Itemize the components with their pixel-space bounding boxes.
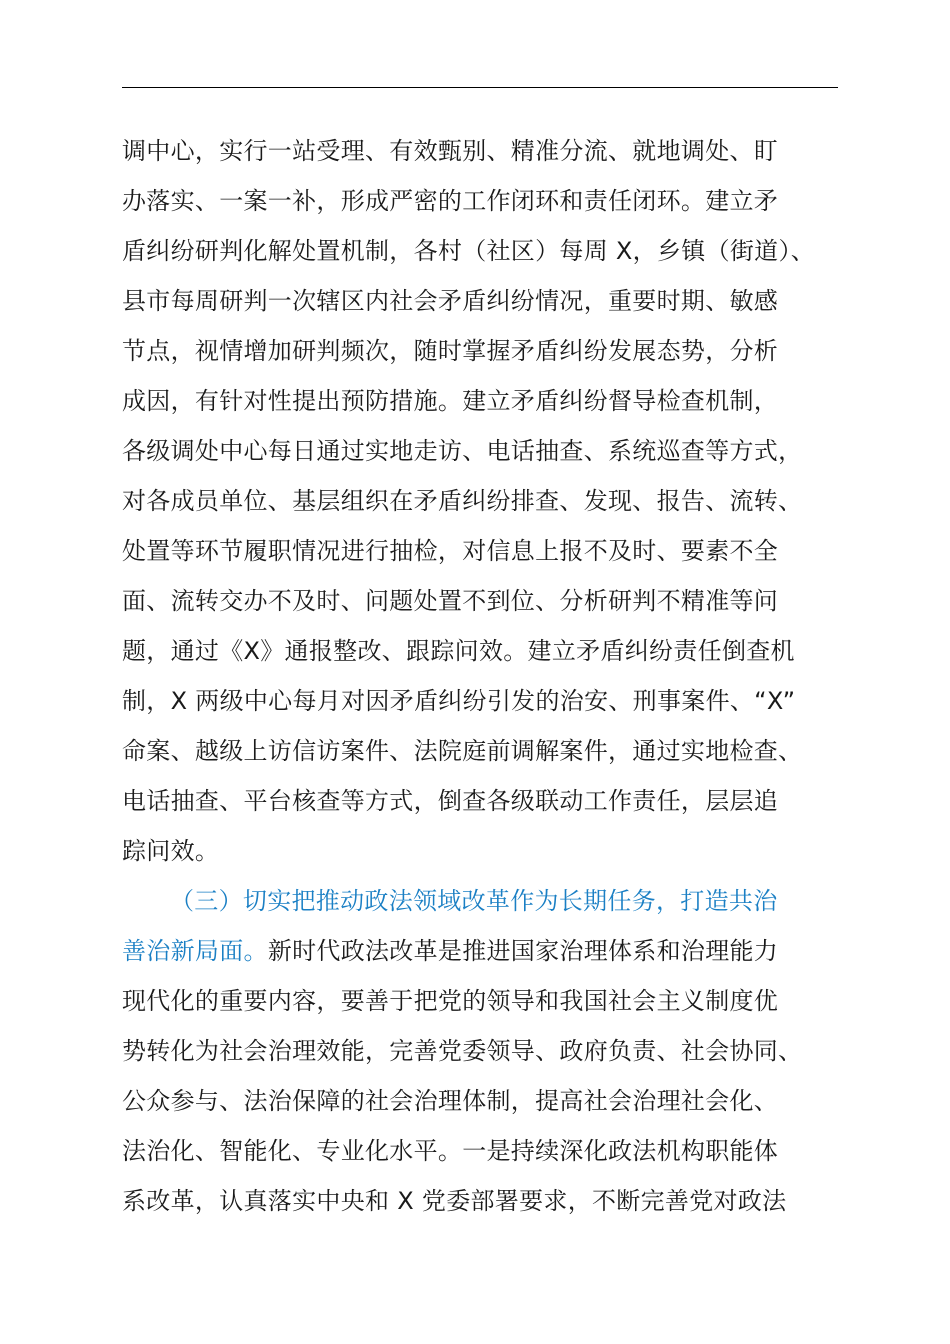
section-heading-continued: 善治新局面。 [122, 937, 268, 965]
text-line: 电话抽查、平台核查等方式，倒查各级联动工作责任，层层追 [122, 787, 779, 815]
text-line: 节点，视情增加研判频次，随时掌握矛盾纠纷发展态势，分析 [122, 337, 779, 365]
text-line: 各级调处中心每日通过实地走访、电话抽查、系统巡查等方式， [122, 437, 803, 465]
text-line [122, 926, 864, 976]
section-heading: （三）切实把推动政法领域改革作为长期任务，打造共治 [170, 887, 778, 915]
text-line: 现代化的重要内容，要善于把党的领导和我国社会主义制度优 [122, 987, 779, 1015]
text-line: 面、流转交办不及时、问题处置不到位、分析研判不精准等问 [122, 587, 779, 615]
text-line: 盾纠纷研判化解处置机制，各村（社区）每周 X，乡镇（街道）、 [122, 237, 816, 265]
text-line: 对各成员单位、基层组织在矛盾纠纷排查、发现、报告、流转、 [122, 487, 803, 515]
text-line: 命案、越级上访信访案件、法院庭前调解案件，通过实地检查、 [122, 737, 803, 765]
text-line: 县市每周研判一次辖区内社会矛盾纠纷情况，重要时期、敏感 [122, 287, 779, 315]
text-line: 法治化、智能化、专业化水平。一是持续深化政法机构职能体 [122, 1137, 779, 1165]
text-line: 成因，有针对性提出预防措施。建立矛盾纠纷督导检查机制， [122, 387, 779, 415]
text-line: 系改革，认真落实中央和 X 党委部署要求，不断完善党对政法 [122, 1187, 787, 1215]
text-line: 调中心，实行一站受理、有效甄别、精准分流、就地调处、盯 [122, 137, 779, 165]
text-line: 踪问效。 [122, 837, 220, 865]
document-body [122, 126, 864, 1226]
text-line: 题，通过《X》通报整改、跟踪问效。建立矛盾纠纷责任倒查机 [122, 637, 795, 665]
text-line: 势转化为社会治理效能，完善党委领导、政府负责、社会协同、 [122, 1037, 803, 1065]
text-line: 制，X 两级中心每月对因矛盾纠纷引发的治安、刑事案件、“X” [122, 687, 796, 715]
paragraph-start: 新时代政法改革是推进国家治理体系和治理能力 [267, 937, 779, 965]
text-line: 处置等环节履职情况进行抽检，对信息上报不及时、要素不全 [122, 537, 779, 565]
text-line: 公众参与、法治保障的社会治理体制，提高社会治理社会化、 [122, 1087, 779, 1115]
text-line: 办落实、一案一补，形成严密的工作闭环和责任闭环。建立矛 [122, 187, 779, 215]
header-rule [122, 87, 838, 88]
